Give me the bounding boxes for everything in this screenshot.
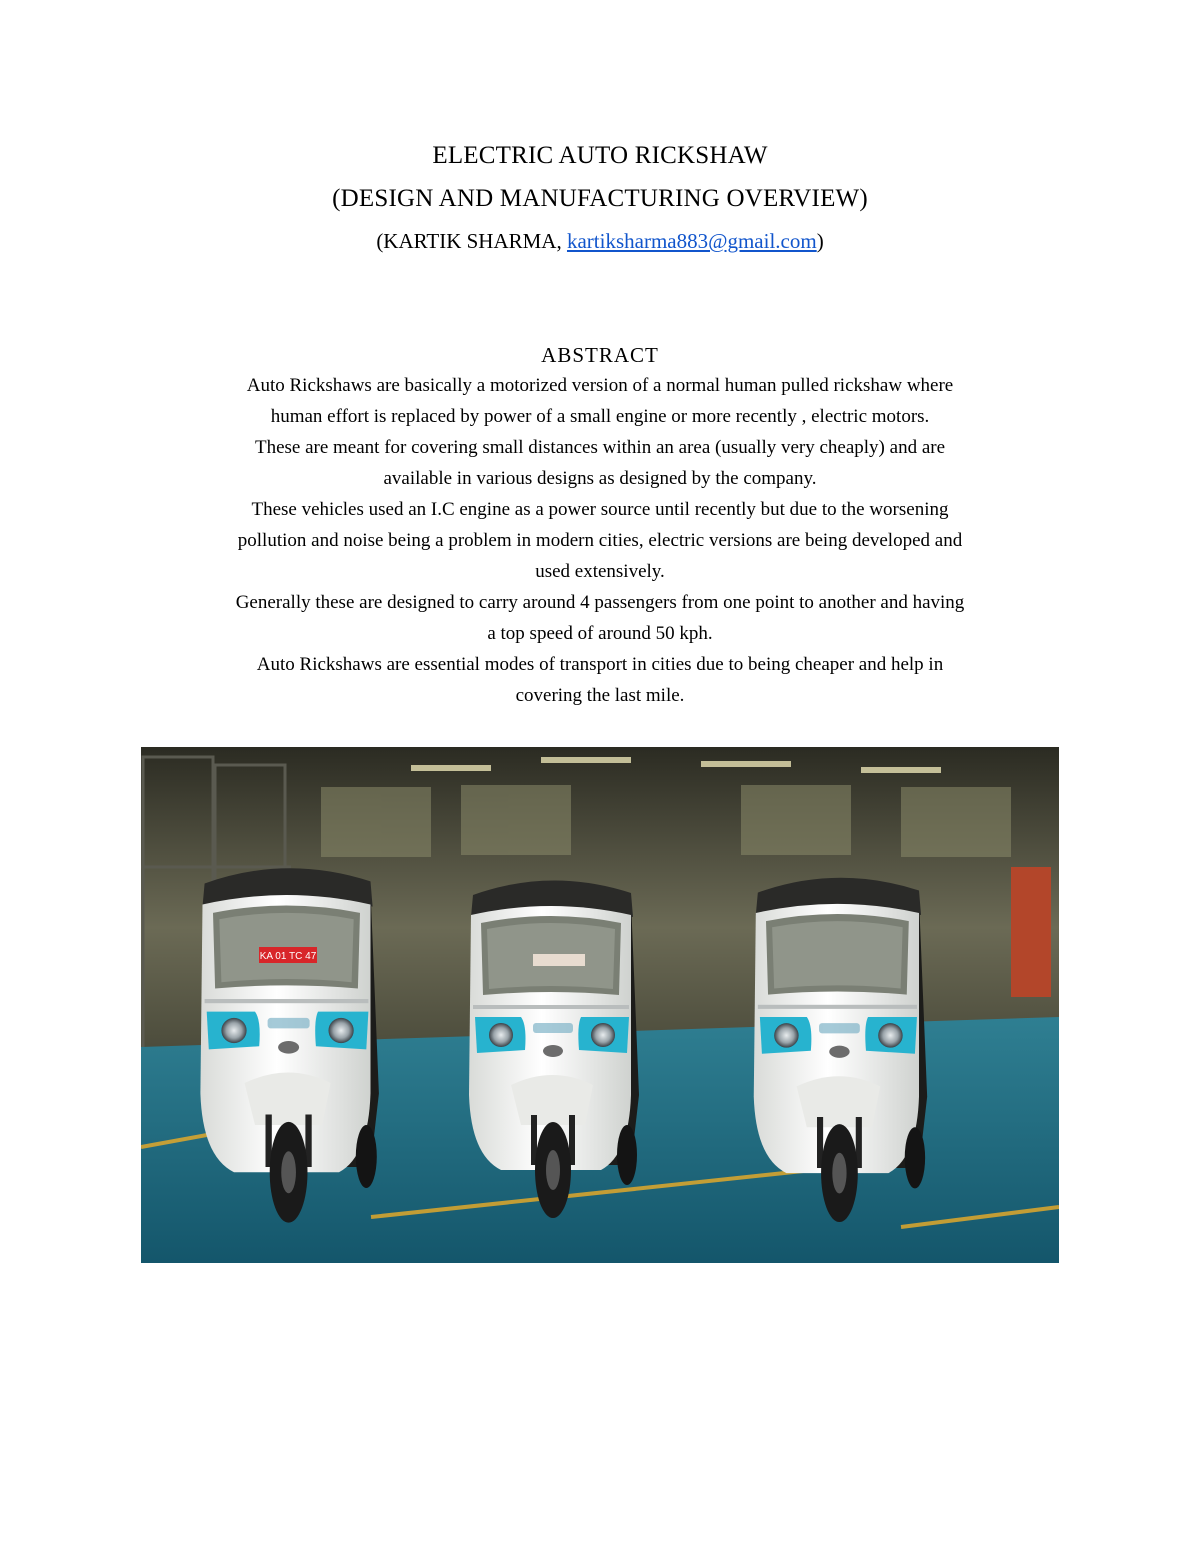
document-title: ELECTRIC AUTO RICKSHAW	[432, 142, 768, 169]
abstract-line: These are meant for covering small distances within an area (usually very cheaply) and are	[254, 437, 946, 458]
document-subtitle: (DESIGN AND MANUFACTURING OVERVIEW)	[332, 185, 868, 212]
rickshaw-plate-text: KA 01 TC 47	[259, 951, 317, 962]
author-name: (KARTIK SHARMA,	[376, 229, 567, 253]
abstract-line: covering the last mile.	[515, 685, 685, 706]
rickshaw-photo	[141, 747, 1059, 1263]
abstract-line: available in various designs as designed by the company.	[383, 468, 817, 489]
author-line	[0, 229, 1200, 253]
author-suffix: )	[816, 229, 824, 253]
abstract-line: Generally these are designed to carry around 4 passengers from one point to another and having	[235, 592, 965, 613]
author-email-link[interactable]: kartiksharma883@gmail.com	[566, 229, 817, 253]
abstract-line: pollution and noise being a problem in modern cities, electric versions are being developed and	[237, 530, 963, 551]
rickshaw-photo-illustration	[141, 747, 1059, 1263]
abstract-line: These vehicles used an I.C engine as a power source until recently but due to the worsening	[251, 499, 949, 520]
abstract-line: Auto Rickshaws are basically a motorized version of a normal human pulled rickshaw where	[246, 375, 954, 396]
abstract-section	[140, 340, 1060, 711]
document-header	[0, 141, 1200, 253]
abstract-heading: ABSTRACT	[541, 343, 659, 367]
abstract-line: a top speed of around 50 kph.	[487, 623, 713, 644]
abstract-line: Auto Rickshaws are essential modes of transport in cities due to being cheaper and help in	[256, 654, 944, 675]
abstract-line: used extensively.	[535, 561, 665, 582]
abstract-line: human effort is replaced by power of a small engine or more recently , electric motors.	[270, 406, 930, 427]
